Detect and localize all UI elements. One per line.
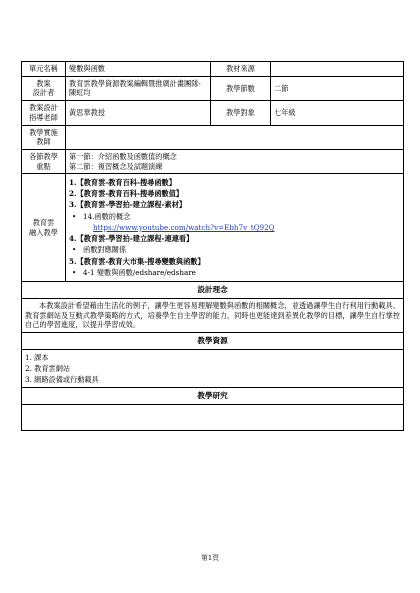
media-item-3: 3.【教育雲-學習拍-建立課程-素材】 (69, 200, 187, 210)
implement-value (66, 125, 404, 149)
resource-item-1: 1. 課本 (25, 353, 49, 363)
design-title: 設計理念 (22, 281, 404, 298)
unit-name-label: 單元名稱 (22, 62, 66, 77)
design-text: 本教案設計希望藉由生活化的例子，讓學生更容易理解變數與函數的相關概念，並透過讓學生自行利用行動載具、教育雲網站及互動式教學策略的方式，培養學生自主學習的能力，同時也更能達到差異化教學的目標，讓學生自行掌控自己的學習進度，以提升學習成效。 (22, 298, 404, 332)
sessions-label: 教學節數 (211, 76, 271, 100)
source-label: 教材來源 (211, 62, 271, 77)
row-research-body (22, 405, 404, 431)
row-media (22, 174, 404, 281)
advisor-label: 教案設計 指導老師 (22, 101, 66, 125)
audience-label: 教學對象 (211, 101, 271, 125)
lesson-plan-table (21, 61, 404, 431)
implement-label: 教學實施 教師 (22, 125, 66, 149)
designer-label: 教案 設計者 (22, 76, 66, 100)
media-item-1: 1.【教育雲-教育百科-搜尋函數】 (69, 177, 176, 187)
resource-item-2: 2. 教育雲網站 (25, 363, 71, 373)
row-advisor (22, 101, 404, 125)
row-implement (22, 125, 404, 149)
advisor-value: 黃思華教授 (66, 101, 211, 125)
resources-title: 教學資源 (22, 333, 404, 350)
designer-value: 教育雲教學資源教案編輯暨推廣計畫團隊-陳虹均 (66, 76, 211, 100)
research-body (22, 405, 404, 431)
row-research-title (22, 388, 404, 405)
media-item-2: 2.【教育雲-教育百科-搜尋函數值】 (69, 189, 184, 199)
resources-list (22, 350, 404, 388)
row-focus (22, 150, 404, 174)
resource-item-3: 3. 網路設備或行動載具 (25, 374, 99, 384)
audience-value: 七年級 (271, 101, 404, 125)
media-item-video-link-wrap (69, 223, 400, 233)
unit-name-value: 變數與函數 (66, 62, 211, 77)
media-item-5: 5.【教育雲-教育大市集-搜尋變數與函數】 (69, 256, 205, 266)
focus-line-2: 第二節：複習概念及試題演練 (69, 161, 163, 171)
focus-label: 各節教學 重點 (22, 150, 66, 174)
sessions-value: 二節 (271, 76, 404, 100)
media-item-matching: • 函數對應關係 (69, 245, 400, 255)
row-design-title (22, 281, 404, 298)
focus-line-1: 第一節：介紹函數及函數值的概念 (69, 152, 177, 162)
media-item-4: 4.【教育雲-學習拍-建立課程-連連看】 (69, 234, 194, 244)
focus-value (66, 150, 404, 174)
row-resources (22, 350, 404, 388)
research-title: 教學研究 (22, 388, 404, 405)
video-link[interactable]: https://www.youtube.com/watch?v=Ebh7v_tQ92Q (93, 222, 275, 232)
media-label: 教育雲 融入教學 (22, 174, 66, 281)
media-list (66, 174, 404, 281)
source-value (271, 62, 404, 77)
page-number: 第1頁 (201, 554, 219, 562)
row-unit (22, 62, 404, 77)
media-item-edshare: • 4-1 變數與函數/edshare/edshare (69, 268, 400, 278)
row-designer (22, 76, 404, 100)
row-resources-title (22, 333, 404, 350)
row-design-text (22, 298, 404, 332)
media-item-video-title: • 14.函數的概念 (69, 212, 400, 222)
